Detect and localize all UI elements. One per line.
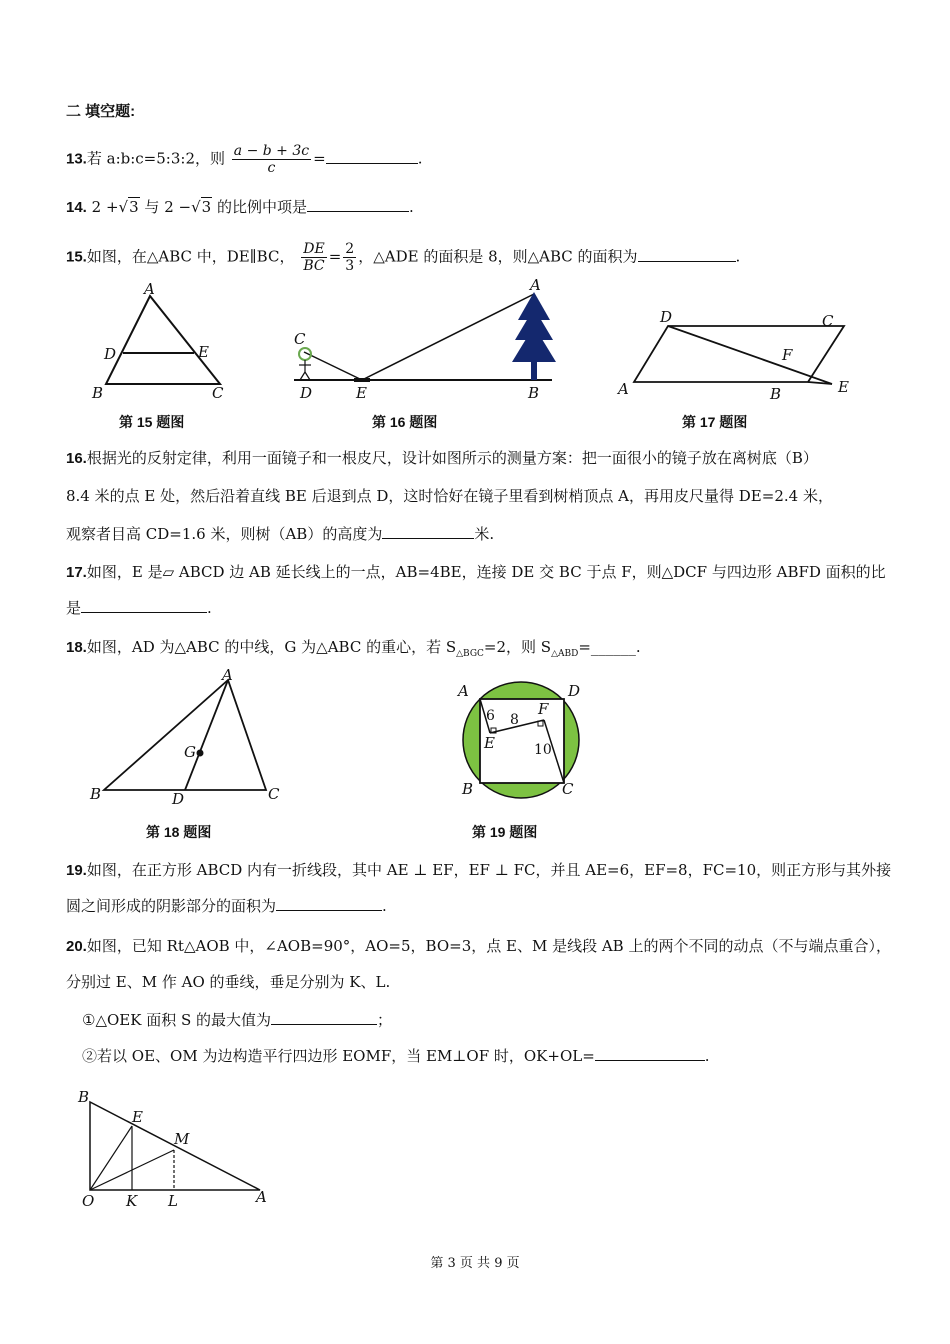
label-E: E xyxy=(484,734,495,752)
answer-blank[interactable] xyxy=(276,896,382,911)
question-number: 15. xyxy=(66,248,87,266)
q14-text: 的比例中项是 xyxy=(216,198,307,216)
frac-num: DE xyxy=(303,241,325,257)
subscript: △ABD xyxy=(551,649,579,659)
section-title: 二 填空题: xyxy=(66,103,136,120)
question-20-line-2: 分别过 E、M 作 AO 的垂线，垂足分别为 K、L. xyxy=(66,973,391,991)
question-number: 17. xyxy=(66,564,87,581)
label-K: K xyxy=(126,1192,138,1210)
label-B: B xyxy=(92,384,104,402)
question-16-line-1 xyxy=(66,448,818,469)
q20-sub-1: ①△OEK 面积 S 的最大值为 xyxy=(82,1011,272,1029)
question-20-sub-2 xyxy=(82,1046,710,1066)
label-C: C xyxy=(268,785,280,803)
q13-text-a: 若 a:b:c=5:3:2，则 xyxy=(86,149,225,168)
label-O: O xyxy=(82,1192,95,1210)
label-A: A xyxy=(618,380,629,398)
label-D: D xyxy=(660,308,673,326)
question-19-line-2 xyxy=(66,896,387,916)
question-19-line-1 xyxy=(66,860,891,881)
label-E: E xyxy=(356,384,367,402)
label-A: A xyxy=(458,682,469,700)
label-B: B xyxy=(90,785,102,803)
label-A: A xyxy=(256,1188,267,1206)
label-A: A xyxy=(144,280,155,298)
q18-text-a: 如图，AD 为△ABC 的中线，G 为△ABC 的重心，若 S xyxy=(86,638,457,656)
label-A: A xyxy=(222,666,233,684)
label-B: B xyxy=(462,780,474,798)
semicolon: ； xyxy=(377,1011,393,1029)
unit-text: 米. xyxy=(474,525,495,543)
question-number: 18. xyxy=(66,639,87,656)
figure-19 xyxy=(458,678,588,803)
question-17-line-1 xyxy=(66,562,886,583)
question-13 xyxy=(66,143,422,176)
question-17-line-2 xyxy=(66,598,212,618)
label-C: C xyxy=(562,780,574,798)
label-B: B xyxy=(528,384,540,402)
figure-16-caption: 第 16 题图 xyxy=(372,414,438,430)
radicand: 3 xyxy=(129,198,139,216)
centroid-dot xyxy=(197,750,204,757)
label-C: C xyxy=(294,330,306,348)
label-8: 8 xyxy=(510,712,519,728)
label-E: E xyxy=(198,343,209,361)
question-number: 19. xyxy=(66,862,87,879)
figure-18-caption: 第 18 题图 xyxy=(146,824,212,840)
label-D: D xyxy=(104,345,117,363)
radicand: 3 xyxy=(201,198,212,216)
label-F: F xyxy=(538,700,549,718)
period: . xyxy=(207,599,212,617)
label-G: G xyxy=(184,743,196,761)
q13-equals: = xyxy=(313,149,326,168)
answer-blank[interactable] xyxy=(638,247,736,262)
figure-18 xyxy=(88,668,288,808)
question-16-line-2: 8.4 米的点 E 处，然后沿着直线 BE 后退到点 D，这时恰好在镜子里看到树梢顶点 A，再用皮尺量得 DE=2.4 米， xyxy=(66,487,833,505)
period: . xyxy=(704,1047,710,1065)
q16-line-1: 根据光的反射定律，利用一面镜子和一根皮尺，设计如图所示的测量方案：把一面很小的镜子放在离树底（B） xyxy=(86,449,818,467)
q18-text-c: =______. xyxy=(578,638,641,656)
figure-17 xyxy=(612,306,862,406)
q19-line-1: 如图，在正方形 ABCD 内有一折线段，其中 AE ⊥ EF，EF ⊥ FC，并且 AE=6，EF=8，FC=10，则正方形与其外接 xyxy=(86,861,892,879)
label-D: D xyxy=(568,682,581,700)
q15-text-b: ，△ADE 的面积是 8，则△ABC 的面积为 xyxy=(358,247,638,266)
label-B: B xyxy=(78,1088,90,1106)
figure-15 xyxy=(88,280,238,405)
answer-blank[interactable] xyxy=(326,149,418,164)
figure-20 xyxy=(74,1086,274,1212)
q13-frac-num: a − b + 3c xyxy=(233,143,310,159)
q20-line-1: 如图，已知 Rt△AOB 中，∠AOB=90°，AO=5，BO=3，点 E、M 是线段 AB 上的两个不同的动点（不与端点重合）， xyxy=(86,937,891,955)
period: . xyxy=(408,198,414,216)
q20-sub-2: ②若以 OE、OM 为边构造平行四边形 EOMF，当 EM⊥OF 时，OK+OL= xyxy=(82,1047,595,1065)
page-footer: 第 3 页 共 9 页 xyxy=(430,1256,520,1271)
label-F: F xyxy=(782,346,793,364)
answer-blank[interactable] xyxy=(595,1046,705,1061)
figure-16 xyxy=(290,278,570,403)
label-D: D xyxy=(300,384,313,402)
label-B: B xyxy=(770,385,782,403)
q14-mid: 与 2 − xyxy=(144,198,192,216)
label-A: A xyxy=(530,276,541,294)
label-E: E xyxy=(838,378,849,396)
sqrt-icon: √3 xyxy=(118,198,139,216)
label-L: L xyxy=(168,1192,178,1210)
answer-blank[interactable] xyxy=(81,598,207,613)
q15-fraction-2 xyxy=(343,241,356,274)
answer-blank[interactable] xyxy=(307,197,409,212)
subscript: △BGC xyxy=(456,649,484,659)
q19-line-2: 圆之间形成的阴影部分的面积为 xyxy=(66,897,277,915)
q13-frac-den: c xyxy=(267,160,276,176)
question-14 xyxy=(66,197,414,218)
q14-part1: 2 + xyxy=(91,198,119,216)
question-number: 16. xyxy=(66,450,87,467)
label-D: D xyxy=(172,790,185,808)
equals: = xyxy=(328,247,342,266)
question-number: 14. xyxy=(66,199,87,216)
q16-line-3: 观察者目高 CD=1.6 米，则树（AB）的高度为 xyxy=(66,525,383,543)
label-10: 10 xyxy=(534,742,552,758)
q15-text-a: 如图，在△ABC 中，DE∥BC， xyxy=(86,247,295,266)
frac-den: 3 xyxy=(345,258,355,274)
frac-den: BC xyxy=(303,258,325,274)
label-M: M xyxy=(174,1130,190,1148)
q13-fraction xyxy=(232,143,311,176)
label-6: 6 xyxy=(486,708,495,724)
q17-line-1: 如图，E 是▱ ABCD 边 AB 延长线上的一点，AB=4BE，连接 DE 交 BC 于点 F，则△DCF 与四边形 ABFD 面积的比 xyxy=(86,563,886,581)
label-E: E xyxy=(132,1108,143,1126)
figure-17-caption: 第 17 题图 xyxy=(682,414,748,430)
figure-19-caption: 第 19 题图 xyxy=(472,824,538,840)
period: . xyxy=(417,149,423,168)
answer-blank[interactable] xyxy=(271,1010,377,1025)
sqrt-icon: √3 xyxy=(191,198,212,216)
question-20-line-1 xyxy=(66,936,891,957)
period: . xyxy=(382,897,387,915)
label-C: C xyxy=(212,384,224,402)
figure-15-caption: 第 15 题图 xyxy=(119,414,185,430)
label-C: C xyxy=(822,312,834,330)
q17-line-2: 是 xyxy=(66,599,82,617)
question-number: 13. xyxy=(66,150,87,168)
question-18 xyxy=(66,637,641,664)
q15-fraction-1 xyxy=(301,241,326,274)
q18-text-b: =2，则 S xyxy=(483,638,552,656)
question-number: 20. xyxy=(66,938,87,955)
answer-blank[interactable] xyxy=(382,524,474,539)
period: . xyxy=(735,247,741,266)
question-16-line-3 xyxy=(66,524,494,544)
frac-num: 2 xyxy=(345,241,355,257)
question-15 xyxy=(66,241,740,274)
question-20-sub-1 xyxy=(82,1010,392,1030)
